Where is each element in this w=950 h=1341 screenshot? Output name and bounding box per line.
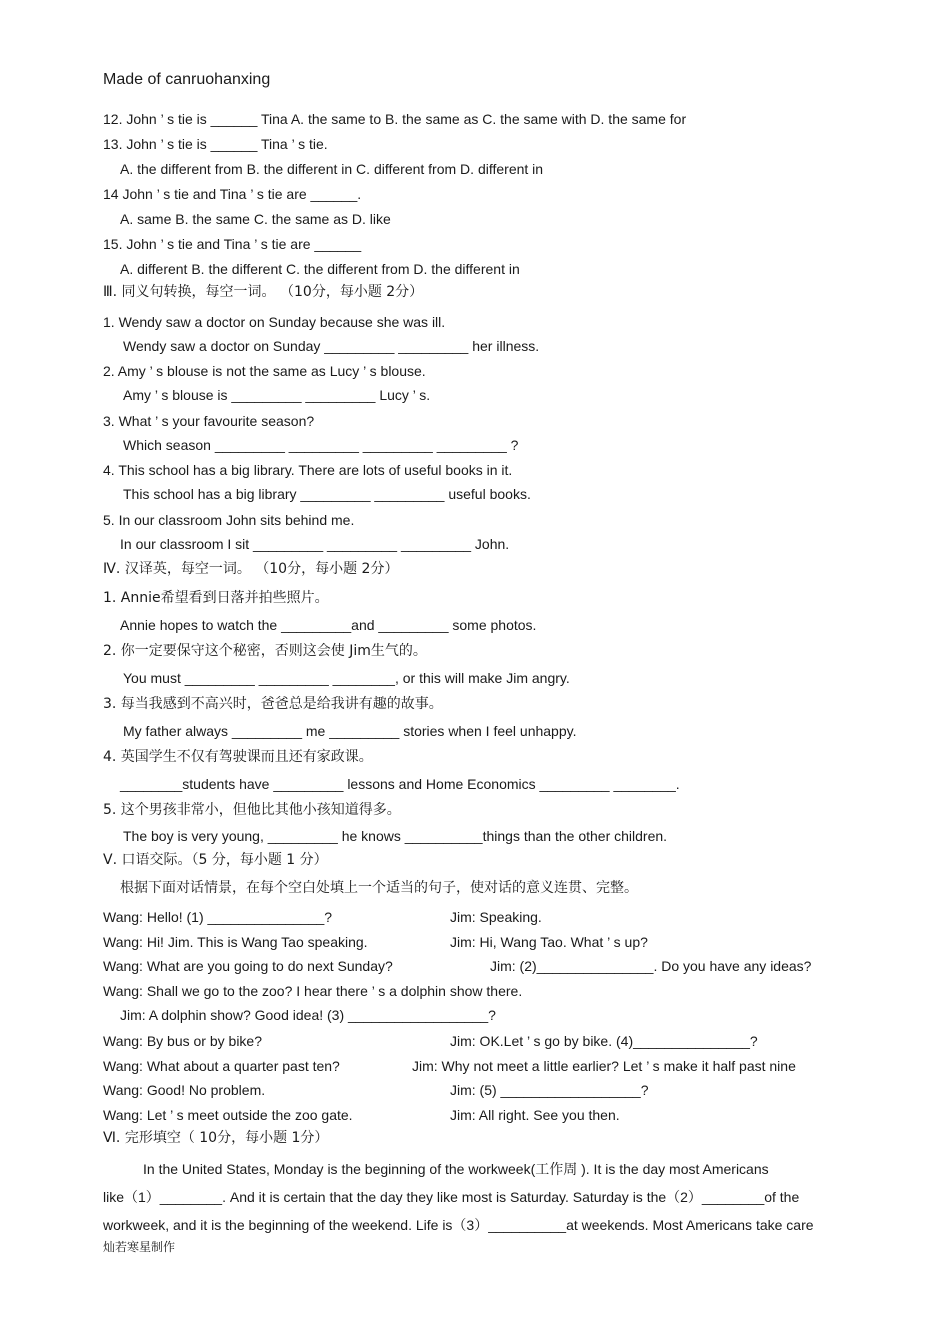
dialog-line-9-jim: Jim: All right. See you then. xyxy=(450,1107,620,1123)
cloze-line-2: like（1）________. And it is certain that the day they like most is Saturday. Saturday is the（2）________of the xyxy=(103,1189,800,1205)
s3-item-3: 3. What ’ s your favourite season? xyxy=(103,413,315,429)
cloze-line-3: workweek, and it is the beginning of the weekend. Life is（3）__________at weekends. Most Americans take care xyxy=(103,1217,814,1233)
page-title: Made of canruohanxing xyxy=(103,71,271,88)
s3-item-2: 2. Amy ’ s blouse is not the same as Lucy ’ s blouse. xyxy=(103,363,426,379)
section-5-heading: Ⅴ. 口语交际。（5 分，每小题 1 分） xyxy=(103,852,328,868)
dialog-line-7-jim: Jim: Why not meet a little earlier? Let ’ s make it half past nine xyxy=(412,1058,796,1074)
s4-item-3-english: My father always _________ me _________ stories when I feel unhappy. xyxy=(123,723,577,739)
s4-item-2: 2. 你一定要保守这个秘密，否则这会使 Jim生气的。 xyxy=(103,643,427,659)
s4-item-1-english: Annie hopes to watch the _________and _________ some photos. xyxy=(120,617,537,633)
question-13-options: A. the different from B. the different in C. different from D. different in xyxy=(120,161,544,177)
footer-watermark: 灿若寒星制作 xyxy=(103,1240,176,1254)
dialog-line-1-wang: Wang: Hello! (1) _______________? xyxy=(103,909,333,925)
dialog-line-6-wang: Wang: By bus or by bike? xyxy=(103,1033,263,1049)
dialog-line-3-jim: Jim: (2)_______________. Do you have any ideas? xyxy=(490,958,812,974)
question-14-options: A. same B. the same C. the same as D. like xyxy=(120,211,391,227)
dialog-line-8-jim: Jim: (5) __________________? xyxy=(450,1082,649,1098)
dialog-line-4-wang: Wang: Shall we go to the zoo? I hear there ’ s a dolphin show there. xyxy=(103,983,523,999)
s4-item-5-english: The boy is very young, _________ he knows __________things than the other children. xyxy=(123,828,668,844)
question-12: 12. John ’ s tie is ______ Tina A. the same to B. the same as C. the same with D. the same for xyxy=(103,111,687,127)
dialog-line-8-wang: Wang: Good! No problem. xyxy=(103,1082,266,1098)
dialog-line-9-wang: Wang: Let ’ s meet outside the zoo gate. xyxy=(103,1107,353,1123)
section-5-instruction: 根据下面对话情景，在每个空白处填上一个适当的句子，使对话的意义连贯、完整。 xyxy=(120,880,638,896)
question-14: 14 John ’ s tie and Tina ’ s tie are ______. xyxy=(103,186,362,202)
question-15-options: A. different B. the different C. the different from D. the different in xyxy=(120,261,520,277)
dialog-line-2-jim: Jim: Hi, Wang Tao. What ’ s up? xyxy=(450,934,648,950)
s4-item-4-english: ________students have _________ lessons and Home Economics _________ ________. xyxy=(120,776,680,792)
s3-item-1: 1. Wendy saw a doctor on Sunday because she was ill. xyxy=(103,314,446,330)
dialog-line-1-jim: Jim: Speaking. xyxy=(450,909,542,925)
s4-item-3: 3. 每当我感到不高兴时，爸爸总是给我讲有趣的故事。 xyxy=(103,696,443,712)
s4-item-1: 1. Annie希望看到日落并拍些照片。 xyxy=(103,590,329,606)
s4-item-5: 5. 这个男孩非常小，但他比其他小孩知道得多。 xyxy=(103,802,401,818)
question-15: 15. John ’ s tie and Tina ’ s tie are ______ xyxy=(103,236,362,252)
question-13: 13. John ’ s tie is ______ Tina ’ s tie. xyxy=(103,136,328,152)
section-6-heading: Ⅵ. 完形填空（ 10分，每小题 1分） xyxy=(103,1130,329,1146)
s3-item-5-rewrite: In our classroom I sit _________ _________ _________ John. xyxy=(120,536,510,552)
section-4-heading: Ⅳ. 汉译英，每空一词。 （10分，每小题 2分） xyxy=(103,561,399,577)
s3-item-4: 4. This school has a big library. There are lots of useful books in it. xyxy=(103,462,513,478)
s3-item-4-rewrite: This school has a big library _________ _________ useful books. xyxy=(123,486,531,502)
s3-item-5: 5. In our classroom John sits behind me. xyxy=(103,512,355,528)
s3-item-3-rewrite: Which season _________ _________ _________ _________ ? xyxy=(123,437,519,453)
dialog-line-6-jim: Jim: OK.Let ’ s go by bike. (4)_______________? xyxy=(450,1033,758,1049)
s4-item-4: 4. 英国学生不仅有驾驶课而且还有家政课。 xyxy=(103,749,373,765)
cloze-line-1: In the United States, Monday is the beginning of the workweek(工作周 ). It is the day most Americans xyxy=(143,1161,769,1177)
dialog-line-3-wang: Wang: What are you going to do next Sunday? xyxy=(103,958,393,974)
dialog-line-2-wang: Wang: Hi! Jim. This is Wang Tao speaking. xyxy=(103,934,368,950)
dialog-line-5-jim: Jim: A dolphin show? Good idea! (3) __________________? xyxy=(120,1007,496,1023)
s4-item-2-english: You must _________ _________ ________, or this will make Jim angry. xyxy=(123,670,570,686)
section-3-heading: Ⅲ. 同义句转换，每空一词。 （10分，每小题 2分） xyxy=(103,284,424,300)
s3-item-1-rewrite: Wendy saw a doctor on Sunday _________ _________ her illness. xyxy=(123,338,540,354)
s3-item-2-rewrite: Amy ’ s blouse is _________ _________ Lucy ’ s. xyxy=(123,387,431,403)
dialog-line-7-wang: Wang: What about a quarter past ten? xyxy=(103,1058,340,1074)
